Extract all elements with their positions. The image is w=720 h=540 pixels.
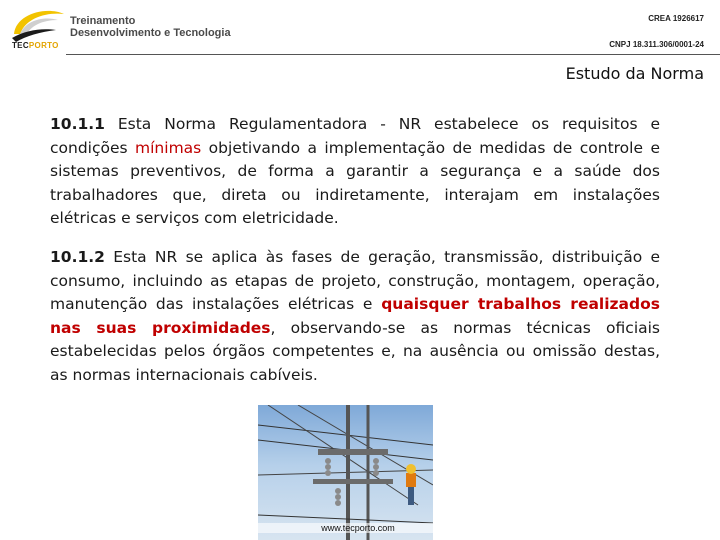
- electrical-worker-photo: [258, 405, 433, 540]
- company-line-2: Desenvolvimento e Tecnologia: [70, 27, 231, 39]
- highlighted-term: mínimas: [135, 138, 202, 157]
- paragraph-text: objetivando a implementação de medidas de controle e sistemas preventivos, de forma a garantir a segurança e a saúde dos trabalhadores que, direta ou indiretamente, interajam em instalações elétricas e serviços com eletricidade.: [50, 138, 660, 227]
- slide-title: Estudo da Norma: [565, 64, 704, 83]
- paragraph-text: Esta Norma Regulamentadora - NR estabelece os requisitos e condições: [50, 115, 660, 157]
- crea-number: CREA 1926617: [648, 14, 704, 23]
- paragraph-10-1-2: [50, 246, 660, 387]
- company-line-1: Treinamento: [70, 15, 136, 27]
- header: [0, 0, 720, 56]
- clause-number: 10.1.2: [50, 248, 105, 266]
- highlighted-term: quaisquer trabalhos realizados nas suas proximidades: [50, 295, 660, 337]
- company-name: [70, 15, 231, 39]
- logo-wordmark: TECPORTO: [12, 41, 59, 50]
- photo-illustration: [258, 405, 433, 540]
- paragraph-text: Esta NR se aplica às fases de geração, transmissão, distribuição e consumo, incluindo as etapas de projeto, construção, montagem, operação, manutenção das instalações elétricas e: [50, 248, 660, 313]
- header-divider: [66, 54, 720, 55]
- clause-number: 10.1.1: [50, 115, 105, 133]
- cnpj-number: CNPJ 18.311.306/0001-24: [609, 40, 704, 49]
- paragraph-text: , observando-se as normas técnicas oficiais estabelecidas pelos órgãos competentes e, na ausência ou omissão destas, as normas internacionais cabíveis.: [50, 318, 660, 384]
- paragraph-10-1-1: [50, 113, 660, 231]
- footer-website-link[interactable]: www.tecporto.com: [258, 523, 458, 533]
